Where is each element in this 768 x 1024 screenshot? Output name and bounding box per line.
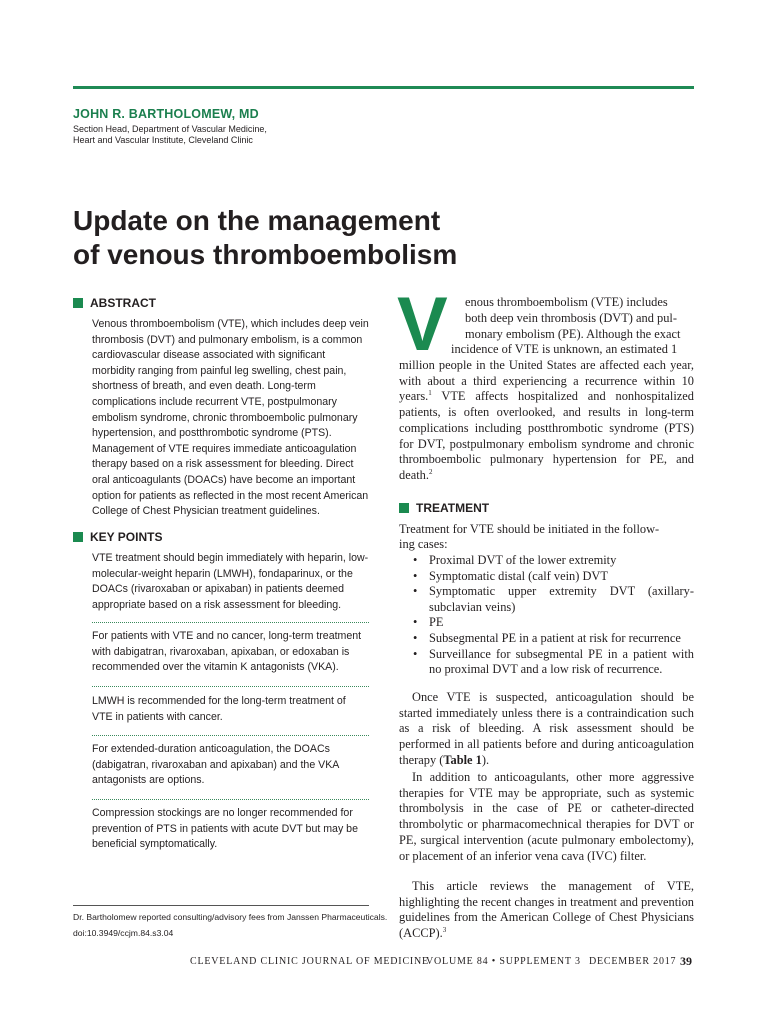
intro-line-2: both deep vein thrombosis (DVT) and pul- — [465, 311, 677, 325]
author-name: JOHN R. BARTHOLOMEW, MD — [73, 107, 259, 121]
key-point-divider — [92, 622, 369, 623]
treatment-intro-line-1: Treatment for VTE should be initiated in the follow- — [399, 522, 660, 536]
key-point-1: VTE treatment should begin immediately with heparin, low-molecular-weight heparin (LMWH), fondaparinux, or the DOACs (rivaroxaban or apixaban) in patients deemed appropriate based on a risk assessment for bleeding. — [92, 552, 369, 611]
author-affiliation-line-1: Section Head, Department of Vascular Medicine, — [73, 124, 267, 134]
key-point-2: For patients with VTE and no cancer, long-term treatment with dabigatran, rivaroxaban, apixaban, or edoxaban is recommended over the vitamin K antagonists (VKA). — [92, 630, 362, 674]
footer-volume: VOLUME 84 • SUPPLEMENT 3 — [426, 956, 581, 967]
treatment-paragraph-3: This article reviews the management of VTE, highlighting the recent changes in treatment and prevention guidelines from the American College of Chest Physicians (ACCP).$^3$ — [399, 879, 694, 941]
intro-line-4: incidence of VTE is unknown, an estimated 1 — [451, 342, 678, 356]
intro-paragraph: million people in the United States are affected each year, with about a third experiencing a recurrence within 10 years.$^1$ VTE affects hospitalized and nonhospitalized patients, is often overlooked, and results in long-term complications including postthrombotic syndrome (PTS) for DVT, postpulmonary embolism syndrome and chronic thromboembolic pulmonary hypertension for PE, and death.$^2$ — [399, 358, 694, 482]
footer-date: DECEMBER 2017 — [589, 956, 677, 967]
page-number: 39 — [680, 954, 692, 968]
author-affiliation-line-2: Heart and Vascular Institute, Cleveland Clinic — [73, 135, 253, 145]
article-title — [73, 204, 633, 272]
reference-1: 1 — [428, 389, 432, 398]
list-item: • Symptomatic distal (calf vein) DVT — [412, 569, 694, 585]
list-item: • Proximal DVT of the lower extremity — [412, 553, 694, 569]
disclosure-footnote: Dr. Bartholomew reported consulting/advisory fees from Janssen Pharmaceuticals. — [73, 912, 388, 922]
green-square-icon — [73, 298, 83, 308]
abstract-text: Venous thromboembolism (VTE), which includes deep vein thrombosis (DVT) and pulmonary embolism, is a common cardiovascular disease associated with significant morbidity ranging from painful leg swelling, chest pain, shortness of breath, and even death. Long-term complications include recurrent VTE, postpulmonary embolism syndrome, chronic thromboembolic pulmonary hypertension, and postthrombotic syndrome (PTS). Management of VTE requires immediate anticoagulation therapy based on a risk assessment for bleeding. Direct oral anticoagulants (DOACs) have become an important option for patients as reflected in the most recent American College of Chest Physician treatment guidelines. — [92, 318, 369, 518]
title-line-1: Update on the management — [73, 205, 441, 236]
treatment-indications-list — [412, 553, 694, 678]
green-square-icon — [399, 503, 409, 513]
abstract-heading: ABSTRACT — [73, 296, 156, 310]
list-item: • Symptomatic upper extremity DVT (axillary-subclavian veins) — [412, 584, 694, 615]
key-point-4: For extended-duration anticoagulation, the DOACs (dabigatran, rivaroxaban and apixaban) and the VKA antagonists are options. — [92, 743, 339, 787]
treatment-intro-line-2: ing cases: — [399, 537, 448, 551]
doi-footnote: doi:10.3949/ccjm.84.s3.04 — [73, 928, 174, 938]
top-rule — [73, 86, 694, 89]
key-point-3: LMWH is recommended for the long-term treatment of VTE in patients with cancer. — [92, 695, 346, 723]
table-1-reference: Table 1 — [443, 752, 482, 767]
reference-3: 3 — [442, 925, 447, 934]
list-item: • Subsegmental PE in a patient at risk for recurrence — [412, 631, 694, 647]
treatment-paragraph-1: Once VTE is suspected, anticoagulation should be started immediately unless there is a contraindication such as a risk of bleeding. A risk assessment should be performed in all patients before and during anticoagulation therapy (Table 1). — [399, 690, 694, 767]
list-item: • PE — [412, 615, 694, 631]
key-point-5: Compression stockings are no longer recommended for prevention of PTS in patients with acute DVT but may be beneficial symptomatically. — [92, 807, 358, 851]
key-point-divider — [92, 735, 369, 736]
intro-line-3: monary embolism (PE). Although the exact — [465, 327, 681, 341]
drop-cap: V — [397, 282, 448, 367]
treatment-paragraph-2: In addition to anticoagulants, other more aggressive therapies for VTE may be appropriate, such as systemic thrombolysis in the case of PE or catheter-directed thrombolytic or pharmacomechnical therapies for DVT or PE, surgical intervention (acute pulmonary embolectomy), or placement of an inferior vena cava (IVC) filter. — [399, 770, 694, 863]
key-points-heading: KEY POINTS — [73, 530, 162, 544]
title-line-2: of venous thromboembolism — [73, 239, 458, 270]
key-point-divider — [92, 799, 369, 800]
footer-journal: CLEVELAND CLINIC JOURNAL OF MEDICINE — [190, 956, 429, 967]
treatment-heading: TREATMENT — [399, 501, 489, 515]
key-point-divider — [92, 686, 369, 687]
green-square-icon — [73, 532, 83, 542]
footnote-rule — [73, 905, 369, 906]
intro-line-1: enous thromboembolism (VTE) includes — [465, 295, 668, 309]
reference-2: 2 — [428, 467, 433, 476]
list-item: • Surveillance for subsegmental PE in a patient with no proximal DVT and a low risk of recurrence. — [412, 647, 694, 678]
